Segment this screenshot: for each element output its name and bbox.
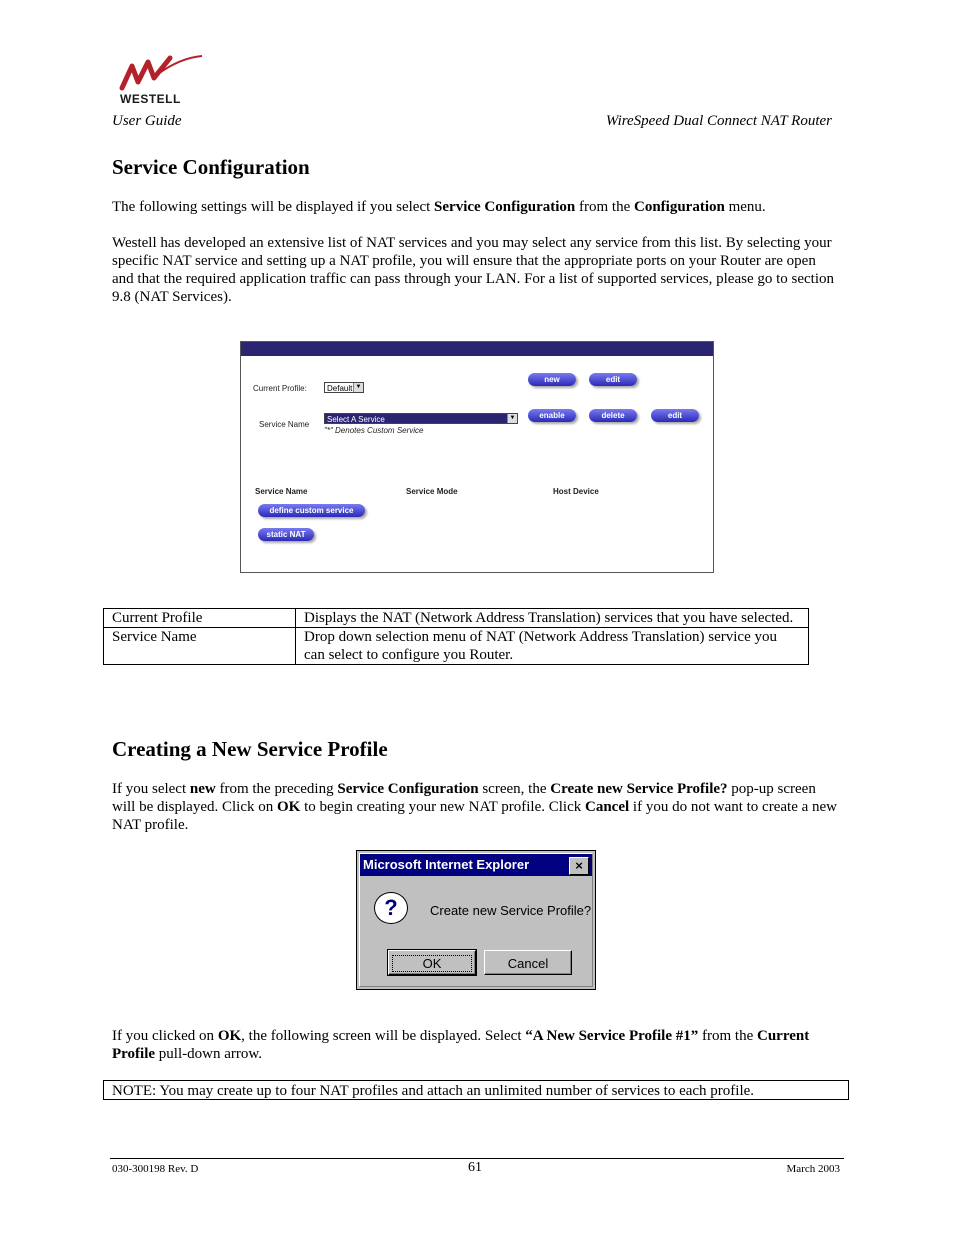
column-service-name: Service Name [255,487,308,496]
column-service-mode: Service Mode [406,487,458,496]
custom-service-note: "*" Denotes Custom Service [324,426,424,435]
section-title-creating-profile: Creating a New Service Profile [112,737,388,761]
followup-paragraph: If you clicked on OK, the following screen will be displayed. Select “A New Service Profile #1” from the Current Profile pull-down arrow. [112,1028,810,1062]
define-custom-service-button[interactable]: define custom service [258,504,365,517]
intro-paragraph: The following settings will be displayed if you select Service Configuration from the Configuration menu. [112,199,766,215]
description-cell: Drop down selection menu of NAT (Network Address Translation) service you can select to configure you Router. [296,628,809,665]
section-title-service-configuration: Service Configuration [112,155,310,179]
westell-logo [118,54,202,106]
service-name-label: Service Name [259,420,310,429]
close-icon[interactable]: × [569,857,589,875]
chevron-down-icon: ▼ [353,383,363,392]
new-button[interactable]: new [528,373,576,386]
cancel-button[interactable]: Cancel [484,950,572,975]
enable-button[interactable]: enable [528,409,576,422]
term-cell: Service Name [104,628,296,665]
confirm-dialog-screenshot [356,850,596,990]
static-nat-button[interactable]: static NAT [258,528,314,541]
footer-rule [110,1158,844,1159]
dialog-message: Create new Service Profile? [430,903,592,918]
new-profile-paragraph: If you select new from the preceding Service Configuration screen, the Create new Service Profile? pop-up screen will be displayed. Click on OK to begin creating your new NAT profile. Click Cancel if you do not want to create a new NAT profile. [112,781,838,833]
description-paragraph: Westell has developed an extensive list of NAT services and you may select any service from this list. By selecting your specific NAT service and setting up a NAT profile, you will ensure that the appropriate ports on your Router are open and that the required application traffic can pass through your LAN. For a list of supported services, please go to section 9.8 (NAT Services). [112,235,835,305]
edit-service-button[interactable]: edit [651,409,699,422]
term-cell: Current Profile [104,609,296,628]
description-cell: Displays the NAT (Network Address Translation) services that you have selected. [296,609,809,628]
logo-wordmark: WESTELL [120,92,181,106]
dialog-title: Microsoft Internet Explorer × [360,854,592,876]
chevron-down-icon: ▼ [507,414,517,423]
service-configuration-screenshot [240,341,714,573]
table-row [104,609,809,628]
westell-swoosh-icon [118,54,202,94]
screenshot-header-bar [241,342,713,356]
service-name-select[interactable]: Select A Service ▼ [324,413,518,424]
current-profile-label: Current Profile: [253,384,307,393]
ok-button[interactable]: OK [388,950,476,975]
current-profile-select[interactable]: Default ▼ [324,382,364,393]
footer-date: March 2003 [786,1163,840,1175]
table-row [104,628,809,665]
header-left: User Guide [112,113,182,129]
column-host-device: Host Device [553,487,599,496]
field-definitions-table [103,608,809,665]
note-box: NOTE: You may create up to four NAT profiles and attach an unlimited number of services to each profile. [103,1080,849,1100]
edit-profile-button[interactable]: edit [589,373,637,386]
question-icon: ? [374,892,408,924]
delete-button[interactable]: delete [589,409,637,422]
header-right: WireSpeed Dual Connect NAT Router [605,113,832,129]
footer-doc-number: 030-300198 Rev. D [112,1163,199,1175]
footer-page-number: 61 [468,1160,482,1175]
